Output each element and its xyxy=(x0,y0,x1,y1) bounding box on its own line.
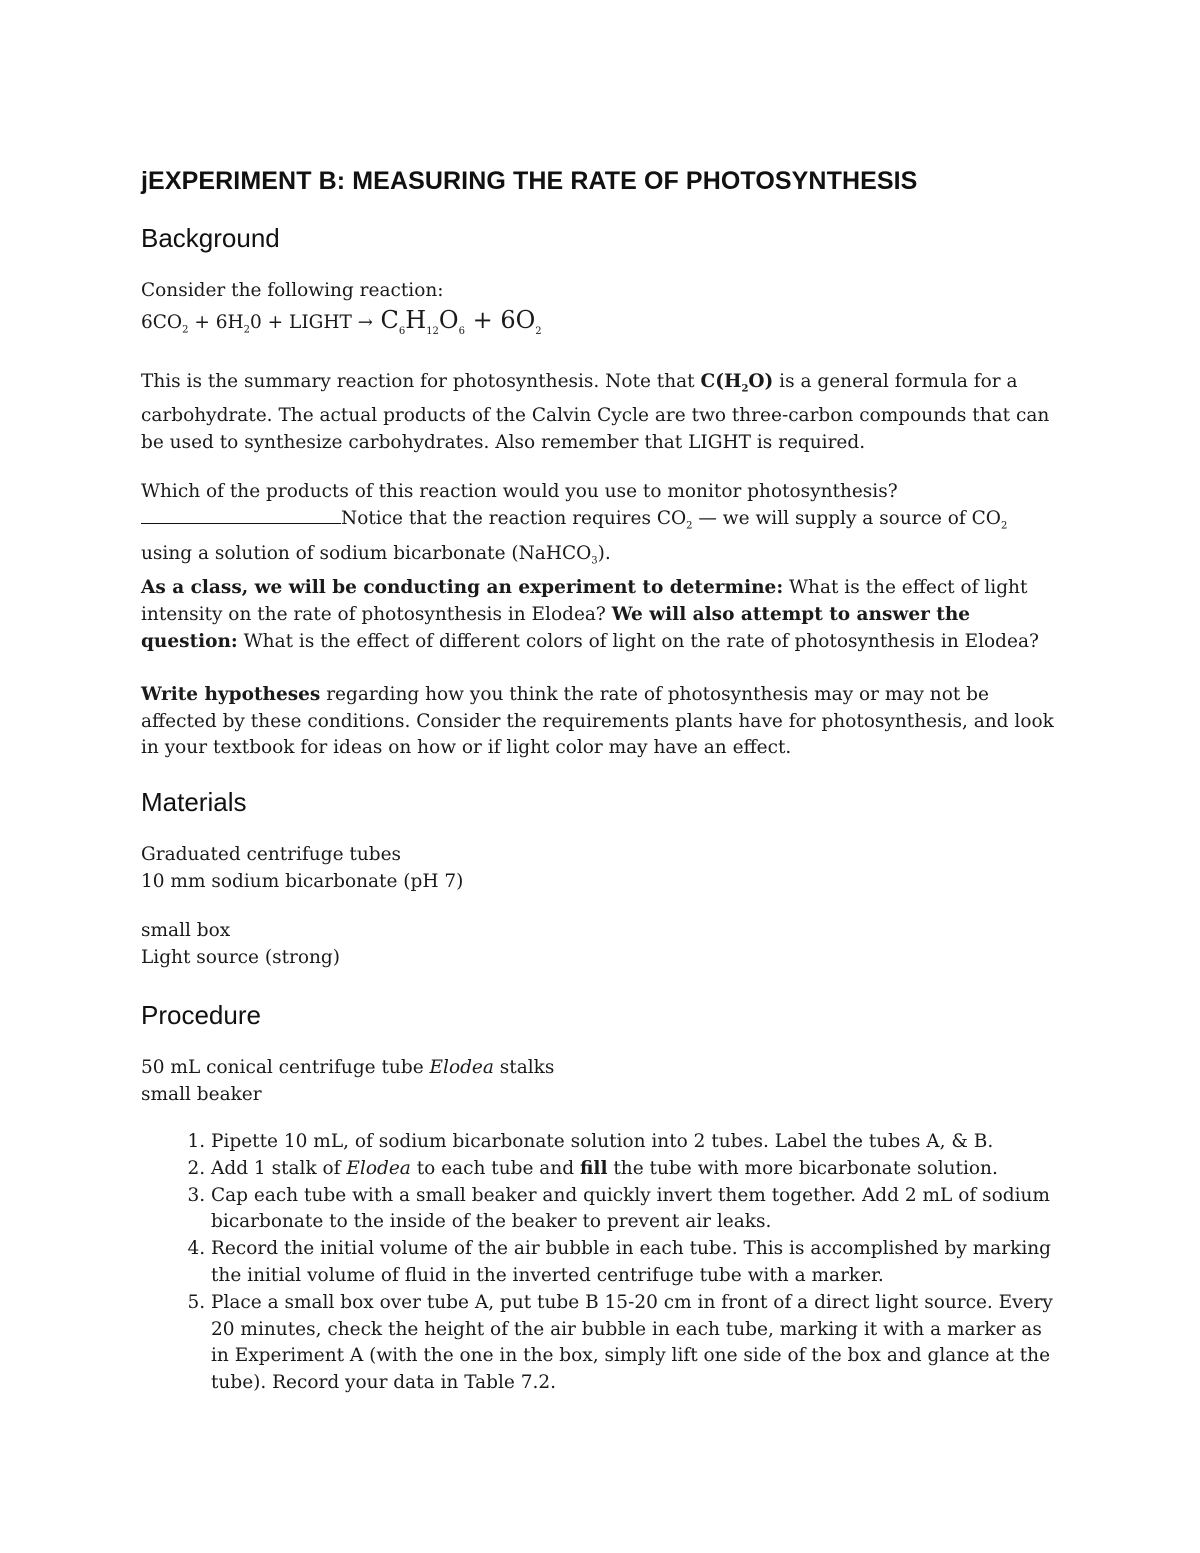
procedure-step: 3. Cap each tube with a small beaker and quickly invert them together. Add 2 mL of sodium bicarbonate to the inside of the beaker to prevent air leaks. xyxy=(211,1183,1061,1237)
procedure-intro: 50 mL conical centrifuge tube Elodea stalks small beaker xyxy=(141,1057,555,1106)
procedure-step: 5. Place a small box over tube A, put tube B 15-20 cm in front of a direct light source. Every 20 minutes, check the height of the air bubble in each tube, marking it with a marker as in Experiment A (with the one in the box, simply lift one side of the box and glance at the tube). Record your data in Table 7.2. xyxy=(211,1290,1061,1397)
summary-paragraph: This is the summary reaction for photosynthesis. Note that $C(H_2O)$ is a general formula for a carbohydrate. The actual products of the Calvin Cycle are two three-carbon compounds that can be used to synthesize carbohydrates. Also remember that LIGHT is required. xyxy=(141,370,1050,453)
reaction-arrow-icon: → xyxy=(357,311,373,333)
reaction-intro: Consider the following reaction: xyxy=(141,280,444,301)
materials-list-2 xyxy=(141,918,1061,972)
material-item: small box xyxy=(141,919,231,941)
carbohydrate-formula: $C(H_2O)$ xyxy=(700,370,774,395)
document-content xyxy=(141,160,1061,1397)
procedure-steps xyxy=(141,1129,1061,1397)
materials-list-1 xyxy=(141,842,1061,896)
question-paragraph: Which of the products of this reaction would you use to monitor photosynthesis? Notice that the reaction requires $CO_2$ — we will supply a source of $CO_2$ using a solution of sodium bicarbonate (NaHCO$_3$). As a class, we will be conducting an experiment to determine: What is the effect of light intensity on the rate of photosynthesis in Elodea? We will also attempt to answer the question: What is the effect of different colors of light on the rate of photosynthesis in Elodea? xyxy=(141,480,1039,653)
material-item: Graduated centrifuge tubes xyxy=(141,844,402,866)
procedure-step: 2. Add 1 stalk of Elodea to each tube and fill the tube with more bicarbonate solution. xyxy=(211,1156,1061,1183)
document-title: jEXPERIMENT B: MEASURING THE RATE OF PHOTOSYNTHESIS xyxy=(141,167,918,195)
procedure-step: 4. Record the initial volume of the air bubble in each tube. This is accomplished by marking the initial volume of fluid in the inverted centrifuge tube with a marker. xyxy=(211,1236,1061,1290)
material-item: Light source (strong) xyxy=(141,946,340,968)
material-item: 10 mm sodium bicarbonate (pH 7) xyxy=(141,871,464,893)
materials-heading: Materials xyxy=(141,787,247,818)
procedure-heading: Procedure xyxy=(141,1000,261,1031)
background-heading: Background xyxy=(141,223,280,253)
answer-blank[interactable] xyxy=(141,505,341,524)
hypotheses-paragraph: Write hypotheses regarding how you think the rate of photosynthesis may or may not be affected by these conditions. Consider the requirements plants have for photosynthesis, and look in your textbook for ideas on how or if light color may have an effect. xyxy=(141,683,1054,759)
procedure-step: 1. Pipette 10 mL, of sodium bicarbonate solution into 2 tubes. Label the tubes A, & B. xyxy=(211,1129,1061,1156)
reaction-equation: $6CO_2 + 6H_20$ + LIGHT → $C_6H_{12}O_6 + 6O_2$ xyxy=(141,305,542,337)
